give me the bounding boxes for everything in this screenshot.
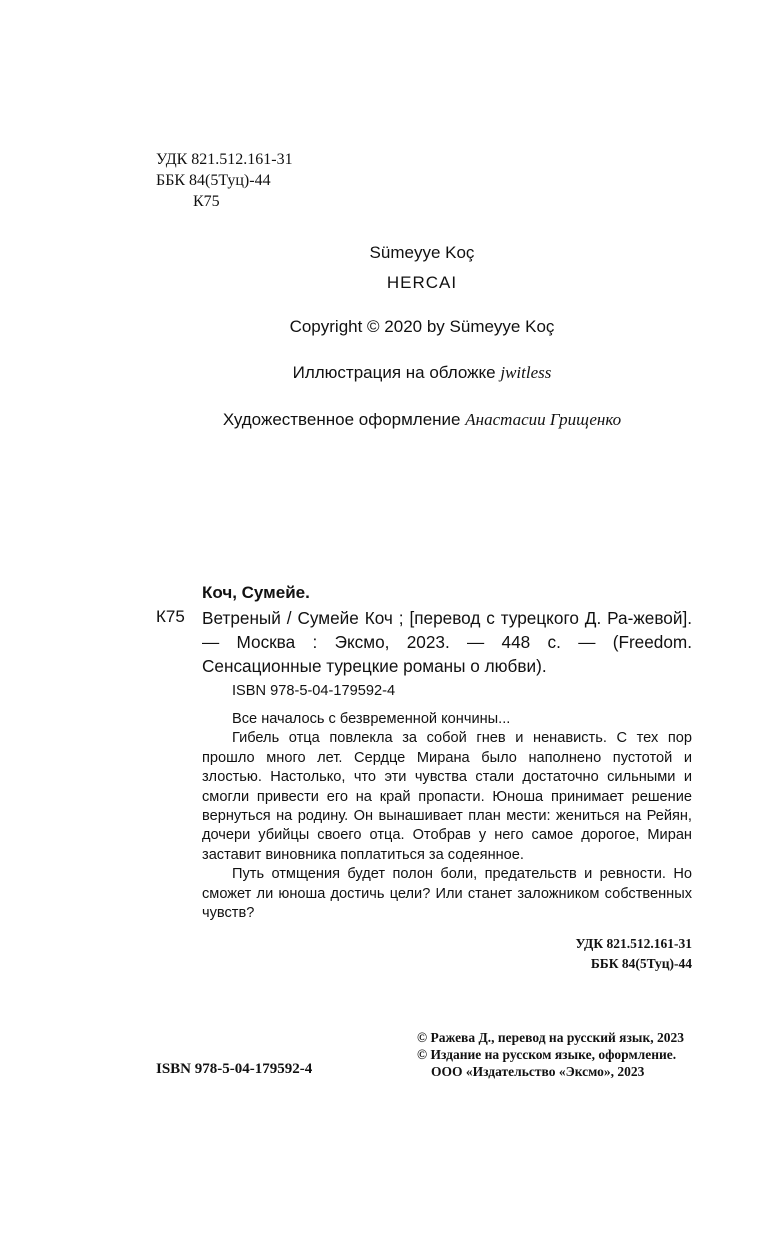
author-mark: К75	[193, 193, 220, 210]
design-label: Художественное оформление	[222, 410, 461, 429]
udk-code: УДК 821.512.161-31	[156, 151, 293, 168]
design-name: Анастасии Грищенко	[465, 410, 622, 429]
annotation-paragraph: Гибель отца повлекла за собой гнев и ненависть. С тех пор прошло много лет. Сердце Мирана было наполнено пустотой и злостью. Настолько, что эти чувства стали достаточно сильными и смогли привести его на край пропасти. Юноша принимает решение вернуться на родину. Он вынашивает план мести: жениться на Рейян, дочери убийцы своего отца. Отобрав у него самое дорогое, Миран заставит виновника поплатиться за содеянное.	[202, 730, 692, 863]
illustration-name: jwitless	[500, 363, 552, 382]
illustration-credit	[0, 363, 768, 383]
bibliographic-description: Ветреный / Сумейе Коч ; [перевод с турецкого Д. Ра-жевой]. — Москва : Эксмо, 2023. — 448 с. — (Freedom. Сенсационные турецкие романы о любви).	[202, 608, 692, 676]
bibliographic-mark: К75	[156, 607, 185, 626]
bibliographic-heading: Коч, Сумейе.	[202, 583, 310, 602]
annotation-paragraph: Все началось с безвременной кончины...	[232, 711, 511, 727]
annotation	[202, 710, 692, 923]
bibliographic-isbn: ISBN 978-5-04-179592-4	[232, 683, 396, 699]
footer-isbn: ISBN 978-5-04-179592-4	[156, 1061, 313, 1077]
annotation-udk-code: УДК 821.512.161-31	[575, 936, 692, 951]
illustration-label: Иллюстрация на обложке	[292, 363, 496, 382]
annotation-bbk-code: ББК 84(5Туц)-44	[590, 956, 692, 971]
bbk-code: ББК 84(5Туц)-44	[156, 172, 271, 189]
publisher-copyright: ООО «Издательство «Эксмо», 2023	[431, 1064, 645, 1079]
original-author: Sümeyye Koç	[369, 243, 475, 262]
edition-copyright: © Издание на русском языке, оформление.	[417, 1047, 677, 1062]
design-credit	[0, 410, 768, 430]
annotation-paragraph: Путь отмщения будет полон боли, предательств и ревности. Но сможет ли юноша достичь цели? Или станет заложником собственных чувств?	[202, 866, 692, 922]
original-copyright: Copyright © 2020 by Sümeyye Koç	[289, 317, 555, 336]
translation-copyright: © Ражева Д., перевод на русский язык, 2023	[417, 1030, 684, 1045]
original-title: HERCAI	[386, 273, 458, 292]
